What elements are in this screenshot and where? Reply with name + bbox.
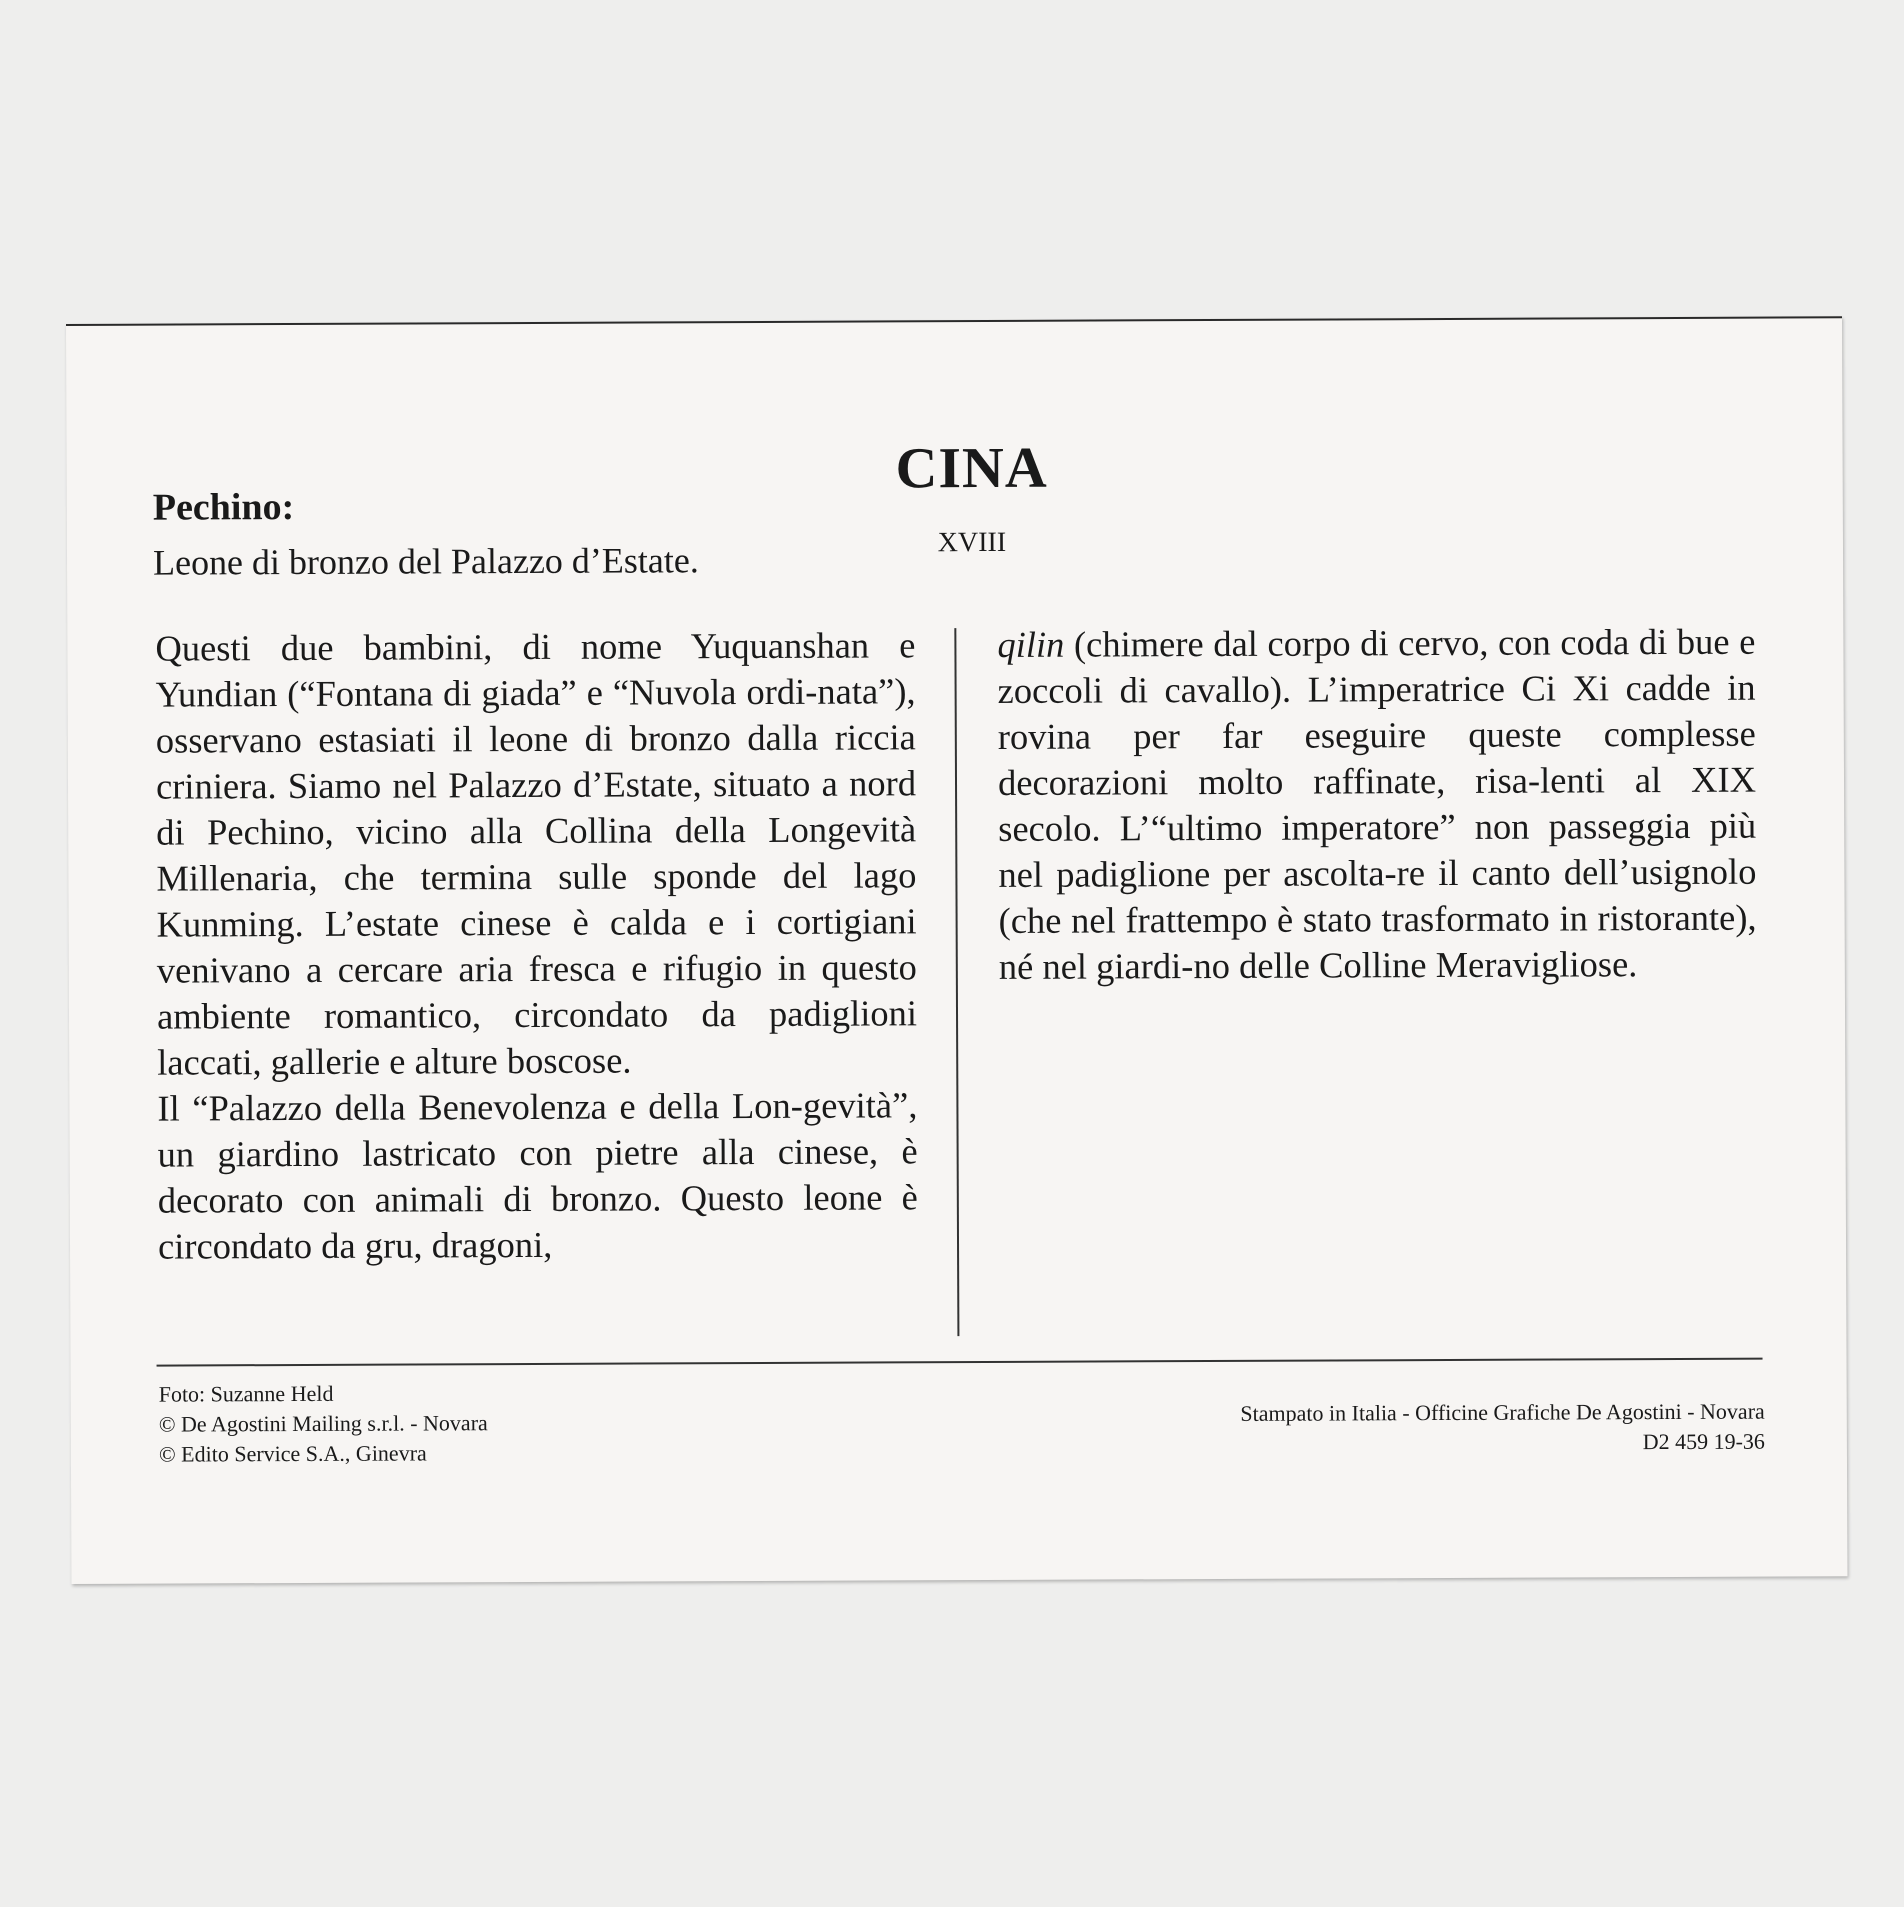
photo-credit: Foto: Suzanne Held [158,1380,334,1407]
card-number: XVIII [937,526,1007,559]
italic-term: qilin [997,623,1065,665]
card-subtitle: Leone di bronzo del Palazzo d’Estate. [152,540,699,583]
product-code: D2 459 19-36 [1642,1428,1765,1455]
column-divider [954,628,959,1336]
right-paragraph-text: (chimere dal corpo di cervo, con coda di bue e zoccoli di cavallo). L’imperatrice Ci Xi cadde in rovina per far eseguire queste complesse decorazioni molto raffinate, risa-lenti al XIX secolo. L’“ultimo imperatore” non passeggia più nel padiglione per ascolta-re il canto dell’usignolo (che nel frattempo è stato trasformato in ristorante), né nel giardi-no delle Colline Meravigliose. [997,620,1757,987]
right-column [997,619,1757,990]
postcard-back [66,316,1847,1584]
copyright-line-2: © Edito Service S.A., Ginevra [158,1440,427,1467]
printer-block [1240,1397,1765,1459]
left-paragraph-1: Questi due bambini, di nome Yuquanshan e Yundian (“Fontana di giada” e “Nuvola ordi-nata”), osservano estasiati il leone di bronzo dalla riccia criniera. Siamo nel Palazzo d’Estate, situato a nord di Pechino, vicino alla Collina della Longevità Millenaria, che termina sulle sponde del lago Kunming. L’estate cinese è calda e i cortigiani venivano a cercare aria fresca e rifugio in questo ambiente romantico, circondato da padiglioni laccati, gallerie e alture boscose. [155,624,918,1083]
place-heading: Pechino: [152,486,295,529]
left-column [155,622,918,1269]
printed-in: Stampato in Italia - Officine Grafiche De Agostini - Novara [1240,1398,1765,1426]
credits-block [159,1378,488,1469]
card-title: CINA [895,434,1048,501]
footer-rule [157,1358,1763,1367]
left-paragraph-2: Il “Palazzo della Benevolenza e della Lon-gevità”, un giardino lastricato con pietre alla cinese, è decorato con animali di bronzo. Questo leone è circondato da gru, dragoni, [157,1084,918,1267]
right-paragraph [997,619,1757,990]
copyright-line-1: © De Agostini Mailing s.r.l. - Novara [158,1410,488,1437]
